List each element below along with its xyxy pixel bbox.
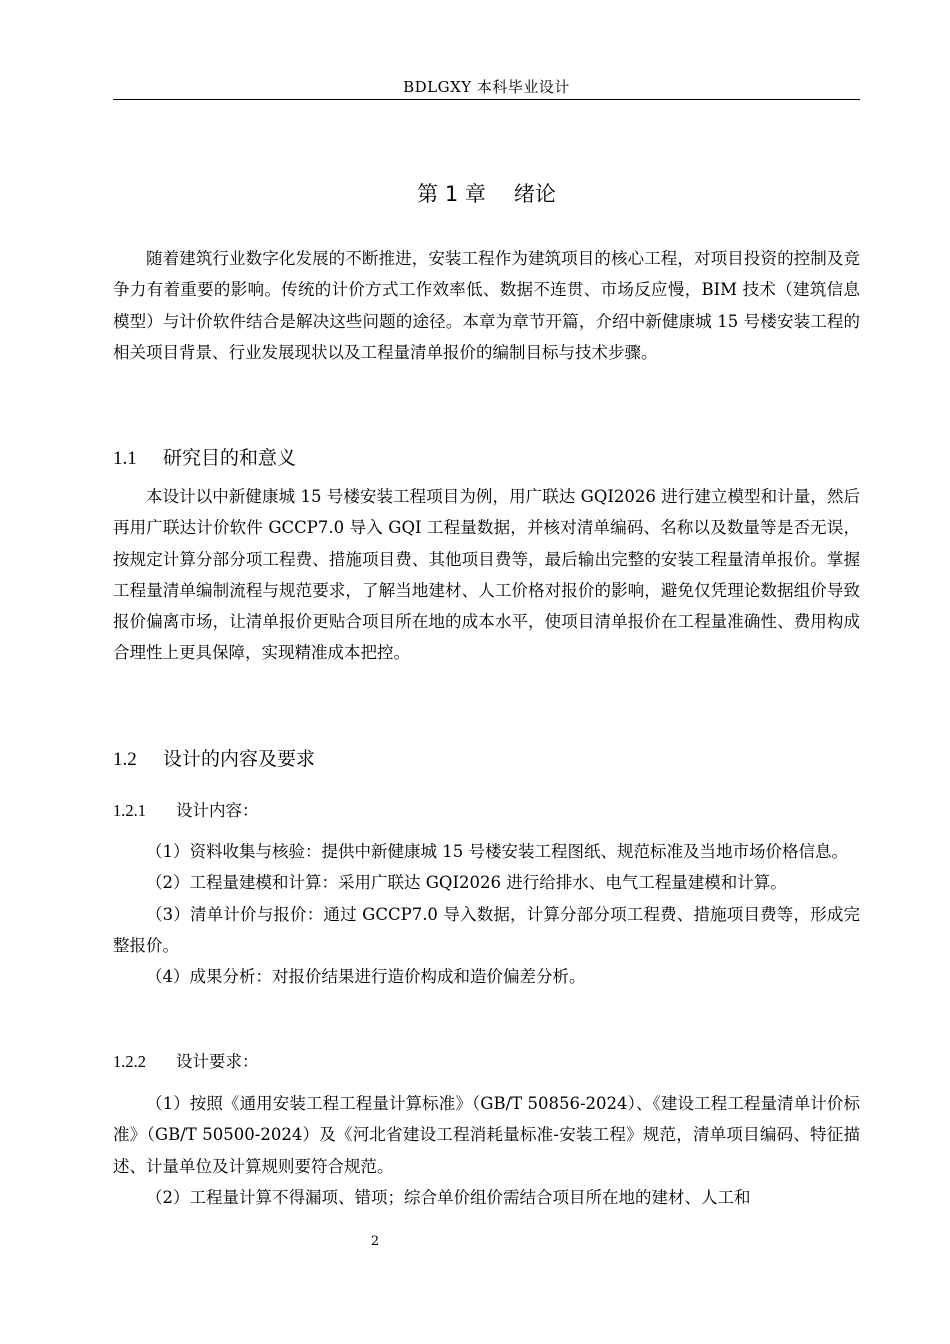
section-1-2-1-heading <box>113 797 259 825</box>
list-item: （4）成果分析：对报价结果进行造价构成和造价偏差分析。 <box>146 967 586 987</box>
chapter-title <box>113 177 860 211</box>
header-rule <box>113 99 860 100</box>
section-title: 设计的内容及要求 <box>163 748 316 770</box>
section-title: 研究目的和意义 <box>163 447 297 469</box>
section-1-1-heading <box>113 443 296 474</box>
list-item: （3）清单计价与报价：通过 GCCP7.0 导入数据，计算分部分项工程费、措施项目费等，形成完整报价。 <box>113 904 860 955</box>
subsection-number: 1.2.2 <box>113 1052 146 1071</box>
subsection-number: 1.2.1 <box>113 801 146 820</box>
section-1-2-heading <box>113 744 315 775</box>
section-number: 1.2 <box>113 749 137 770</box>
chapter-name: 绪论 <box>513 182 556 206</box>
list-item: （1）资料收集与核验：提供中新健康城 15 号楼安装工程图纸、规范标准及当地市场价格信息。 <box>146 842 848 861</box>
section-number: 1.1 <box>113 448 137 469</box>
intro-section <box>113 243 860 368</box>
section-1-2-2-heading <box>113 1048 259 1076</box>
list-item: （1）按照《通用安装工程工程量计算标准》（GB/T 50856-2024）、《建设工程工程量清单计价标准》（GB/T 50500-2024）及《河北省建设工程消耗量标准-安装工程》规范，清单项目编码、特征描述、计量单位及计算规则要符合规范。 <box>113 1094 860 1176</box>
page-header: BDLGXY 本科毕业设计 <box>403 78 570 96</box>
page-number: 2 <box>370 1234 380 1249</box>
subsection-title: 设计要求： <box>176 1052 259 1071</box>
intro-paragraph: 随着建筑行业数字化发展的不断推进，安装工程作为建筑项目的核心工程，对项目投资的控制及竞争力有着重要的影响。传统的计价方式工作效率低、数据不连贯、市场反应慢，BIM 技术（建筑信息模型）与计价软件结合是解决这些问题的途径。本章为章节开篇，介绍中新健康城 15 号楼安装工程的相关项目背景、行业发展现状以及工程量清单报价的编制目标与技术步骤。 <box>113 249 860 362</box>
list-item: （2）工程量计算不得漏项、错项；综合单价组价需结合项目所在地的建材、人工和 <box>146 1187 751 1207</box>
list-item: （2）工程量建模和计算：采用广联达 GQI2026 进行给排水、电气工程量建模和计算。 <box>146 873 787 893</box>
section-1-1-body <box>113 481 860 669</box>
subsection-title: 设计内容： <box>176 801 259 820</box>
design-requirements-list <box>113 1088 860 1213</box>
section-1-1-paragraph: 本设计以中新健康城 15 号楼安装工程项目为例，用广联达 GQI2026 进行建立模型和计量，然后再用广联达计价软件 GCCP7.0 导入 GQI 工程量数据，并核对清单编码、名称以及数量等是否无误，按规定计算分部分项工程费、措施项目费、其他项目费等，最后输出完整的安装工程量清单报价。掌握工程量清单编制流程与规范要求，了解当地建材、人工价格对报价的影响，避免仅凭理论数据组价导致报价偏离市场，让清单报价更贴合项目所在地的成本水平，使项目清单报价在工程量准确性、费用构成合理性上更具保障，实现精准成本把控。 <box>113 487 860 663</box>
chapter-number: 第 1 章 <box>417 182 486 206</box>
design-content-list <box>113 836 860 992</box>
